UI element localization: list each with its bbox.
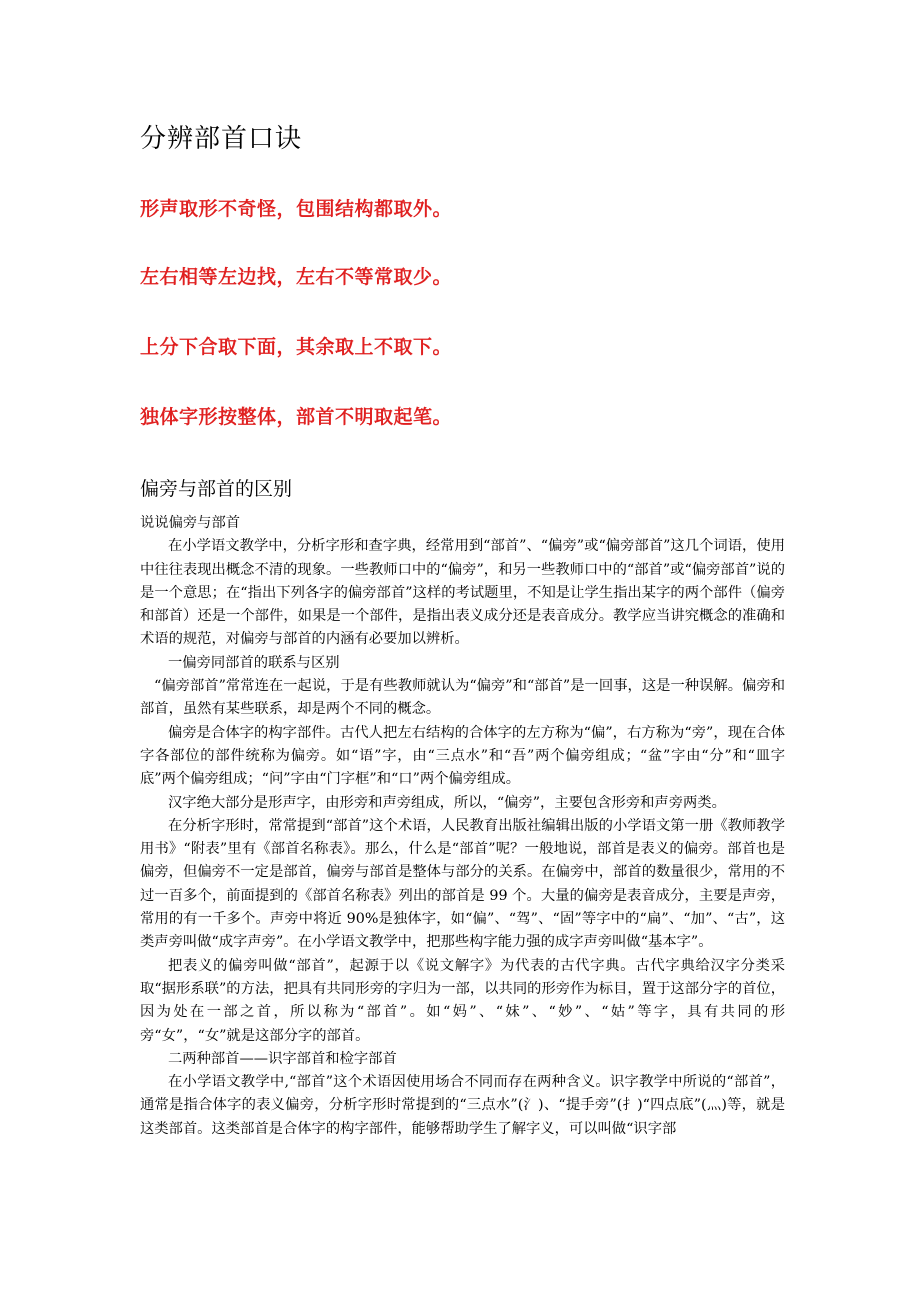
paragraph: 在小学语文教学中，分析字形和查字典，经常用到“部首”、“偏旁”或“偏旁部首”这几个词语，使用中往往表现出概念不清的现象。一些教师口中的“偏旁”，和另一些教师口中的“部首”或“偏旁部首”说的是一个意思；在“指出下列各字的偏旁部首”这样的考试题里，不知是让学生指出某字的两个部件（偏旁和部首）还是一个部件，如果是一个部件，是指出表义成分还是表音成分。教学应当讲究概念的准确和术语的规范，对偏旁与部首的内涵有必要加以辨析。 [140, 538, 785, 648]
rhyme-line-3: 上分下合取下面，其余取上不取下。 [140, 336, 453, 358]
article-heading: 说说偏旁与部首 [140, 515, 241, 531]
paragraph: “偏旁部首”常常连在一起说，于是有些教师就认为“偏旁”和“部首”是一回事，这是一种误解。偏旁和部首，虽然有某些联系，却是两个不同的概念。 [140, 678, 785, 718]
subsection-heading: 二两种部首——识字部首和检字部首 [168, 1050, 397, 1067]
paragraph: 偏旁是合体字的构字部件。古代人把左右结构的合体字的左方称为“偏”，右方称为“旁”，现在合体字各部位的部件统称为偏旁。如“语”字，由“三点水”和“吾”两个偏旁组成；“盆”字由“分”和“皿字底”两个偏旁组成；“问”字由“门字框”和“口”两个偏旁组成。 [140, 724, 785, 788]
paragraph: 在分析字形时，常常提到“部首”这个术语，人民教育出版社编辑出版的小学语文第一册《教师教学用书》“附表”里有《部首名称表》。那么，什么是“部首”呢？一般地说，部首是表义的偏旁。部首也是偏旁，但偏旁不一定是部首，偏旁与部首是整体与部分的关系。在偏旁中，部首的数量很少，常用的不过一百多个，前面提到的《部首名称表》列出的部首是 99 个。大量的偏旁是表音成分，主要是声旁，常用的有一千多个。声旁中将近 90%是独体字，如“偏”、“驾”、“固”等字中的“扁”、“加”、“古”，这类声旁叫做“成字声旁”。在小学语文教学中，把那些构字能力强的成字声旁叫做“基本字”。 [140, 817, 785, 951]
paragraph: 在小学语文教学中,“部首”这个术语因使用场合不同而存在两种含义。识字教学中所说的“部首”，通常是指合体字的表义偏旁，分析字形时常提到的“三点水”(氵)、“提手旁”(扌)“四点底”(灬)等，就是这类部首。这类部首是合体字的构字部件，能够帮助学生了解字义，可以叫做“识字部 [140, 1074, 785, 1137]
article-body [140, 512, 785, 1141]
paragraph: 把表义的偏旁叫做“部首”，起源于以《说文解字》为代表的古代字典。古代字典给汉字分类采取“据形系联”的方法，把具有共同形旁的字归为一部，以共同的形旁作为标目，置于这部分字的首位，因为处在一部之首，所以称为“部首”。如“妈”、“妹”、“妙”、“姑”等字，具有共同的形旁“女”，“女”就是这部分字的部首。 [140, 957, 785, 1044]
page-title: 分辨部首口诀 [140, 124, 303, 154]
paragraph: 汉字绝大部分是形声字，由形旁和声旁组成，所以，“偏旁”，主要包含形旁和声旁两类。 [168, 794, 726, 811]
rhyme-line-2: 左右相等左边找，左右不等常取少。 [140, 266, 453, 288]
section-title: 偏旁与部首的区别 [140, 478, 293, 500]
rhyme-line-4: 独体字形按整体，部首不明取起笔。 [140, 406, 453, 428]
rhyme-line-1: 形声取形不奇怪，包围结构都取外。 [140, 198, 453, 220]
subsection-heading: 一偏旁同部首的联系与区别 [168, 654, 340, 671]
